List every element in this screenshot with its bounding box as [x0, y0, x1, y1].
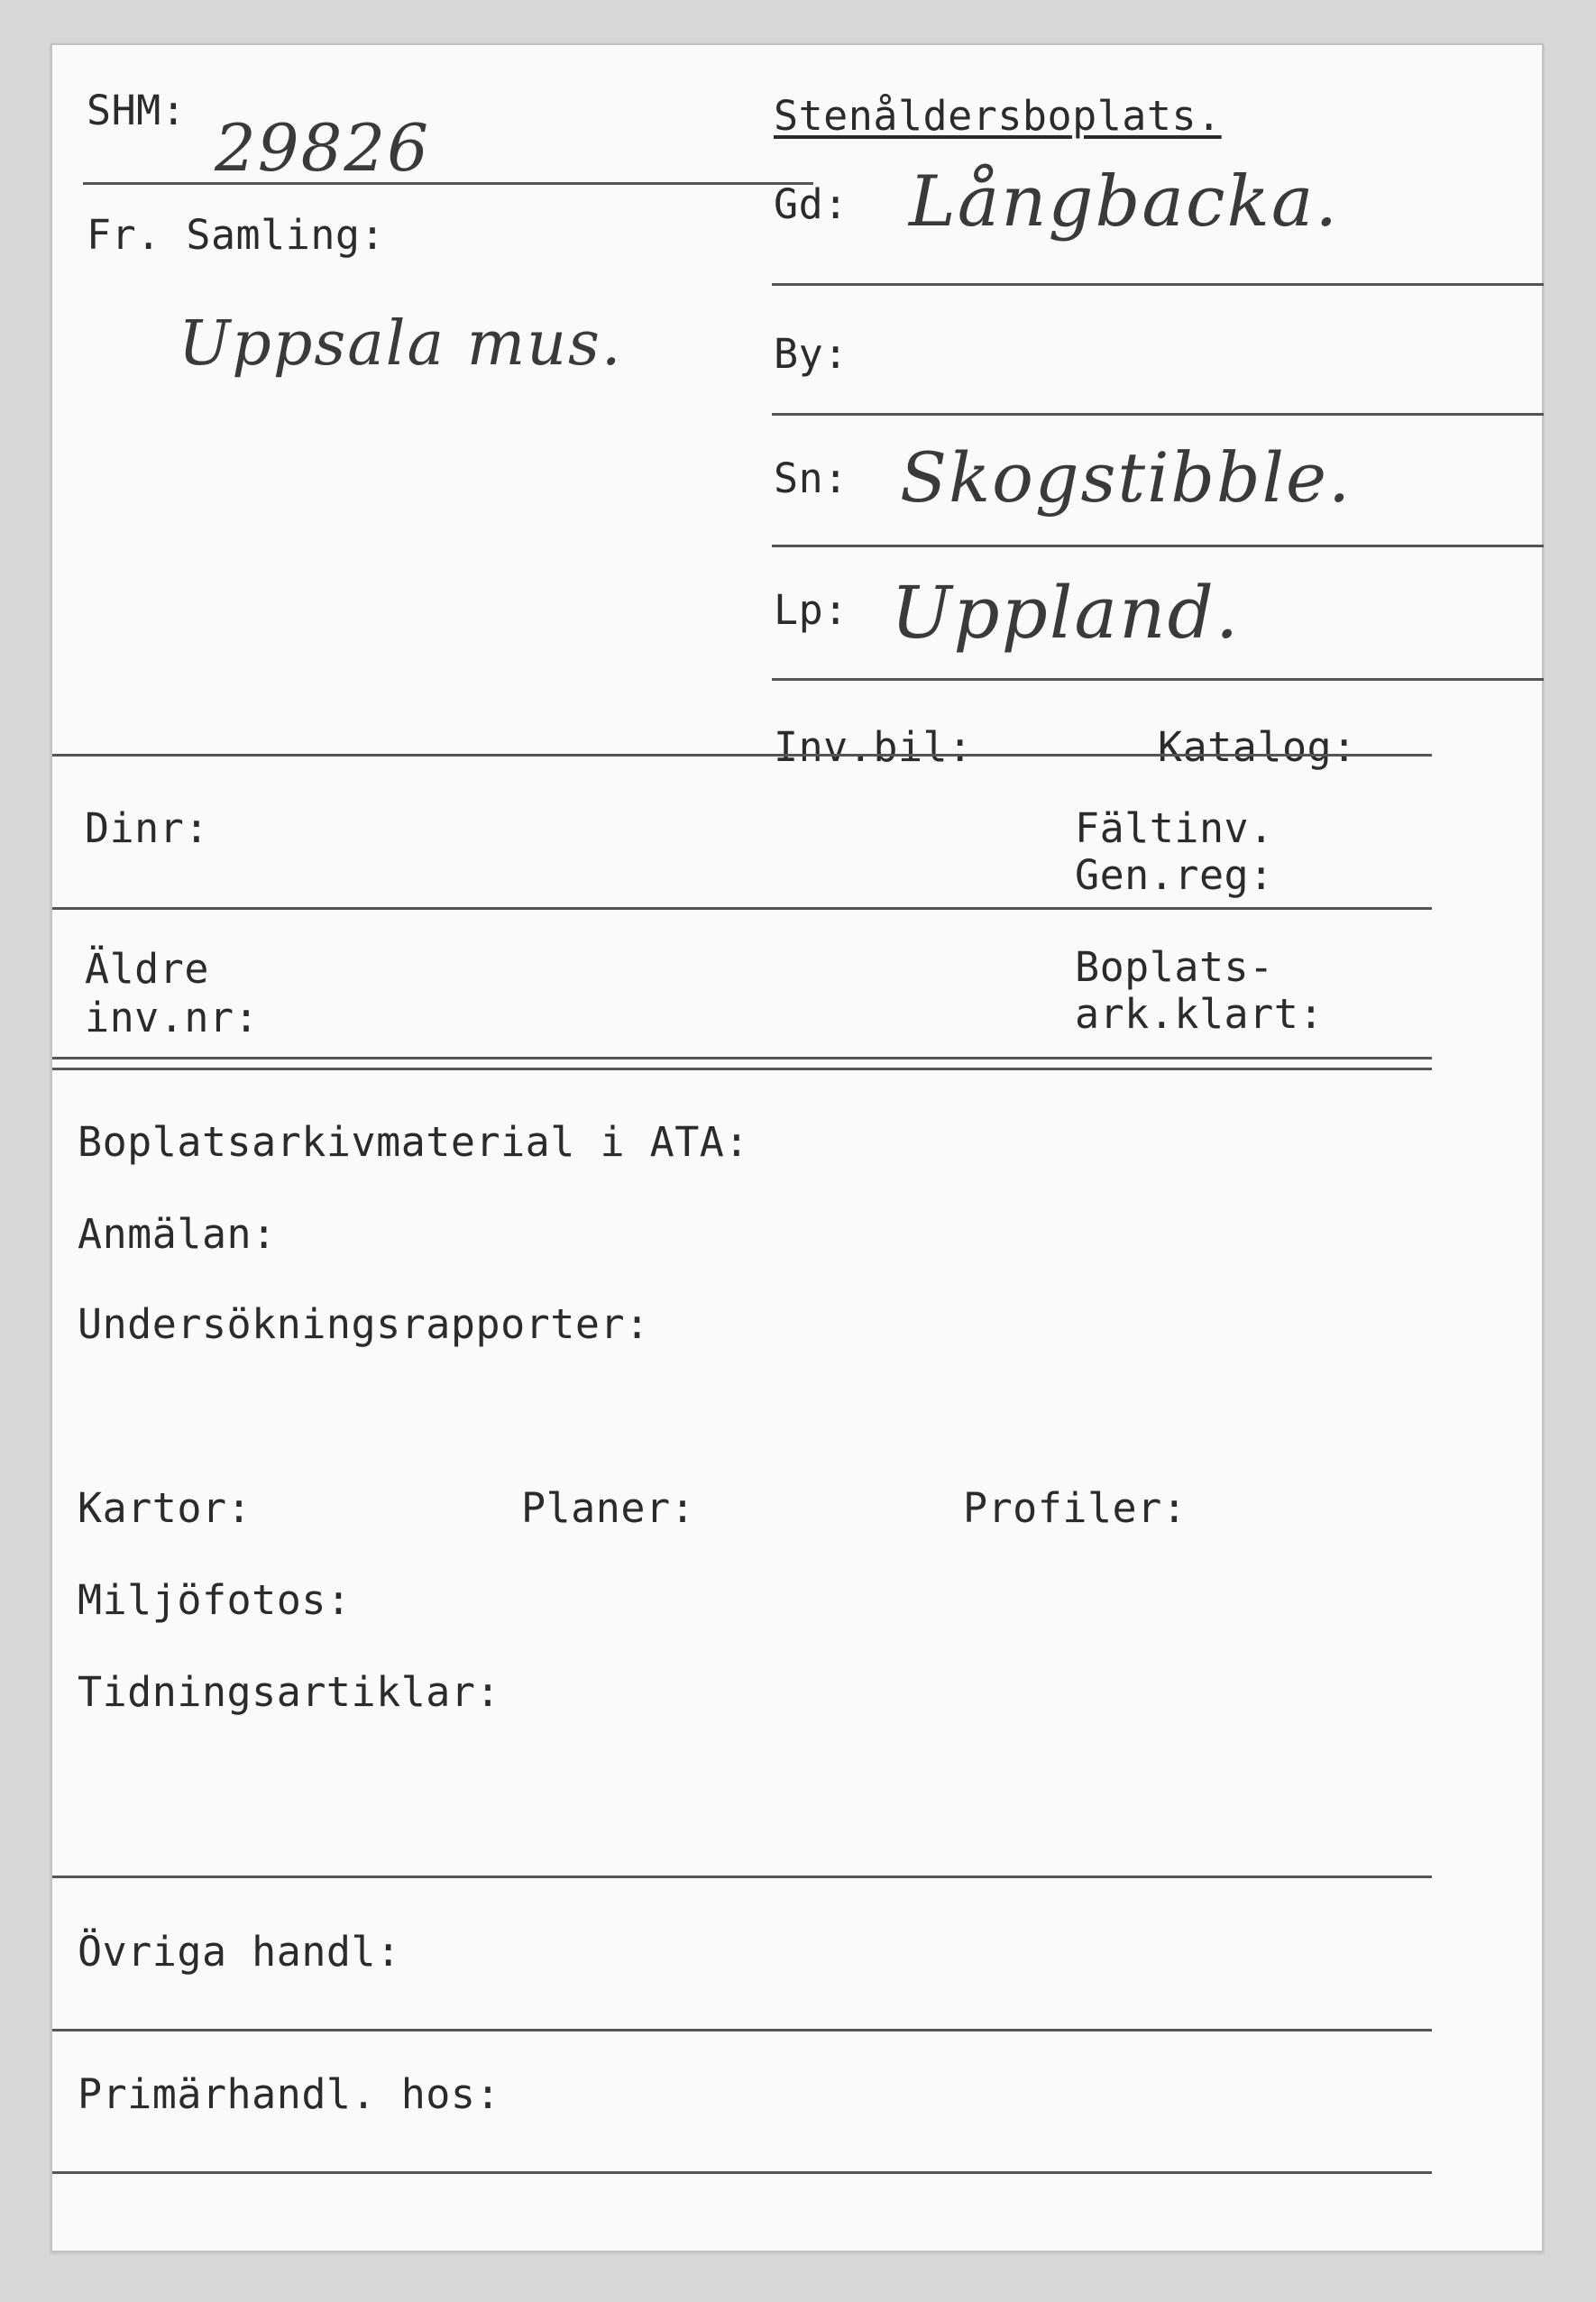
inv-nr-label: inv.nr: [85, 994, 260, 1041]
by-label: By: [774, 330, 848, 378]
lp-label: Lp: [774, 586, 848, 634]
gd-value: Långbacka. [909, 161, 1340, 243]
inv-bil-label: Inv.bil: [774, 723, 973, 771]
sn-line [772, 545, 1544, 547]
gd-line [772, 283, 1544, 286]
sn-label: Sn: [774, 454, 848, 502]
boplats-label: Boplats- [1075, 943, 1274, 991]
undersokning-label: Undersökningsrapporter: [78, 1300, 650, 1348]
fr-samling-label: Fr. Samling: [87, 211, 386, 259]
sn-value: Skogstibble. [900, 437, 1353, 518]
double-line-bottom [52, 1068, 1432, 1070]
profiler-label: Profiler: [963, 1484, 1188, 1532]
inv-line [52, 754, 1432, 757]
lp-value: Uppland. [891, 571, 1241, 655]
gen-reg-label: Gen.reg: [1075, 851, 1274, 899]
by-line [772, 413, 1544, 416]
fr-samling-value: Uppsala mus. [179, 308, 623, 380]
tidning-line [52, 1876, 1432, 1878]
katalog-label: Katalog: [1158, 723, 1357, 771]
primarhandl-line [52, 2171, 1432, 2174]
card-title: Stenåldersboplats. [774, 92, 1222, 140]
primarhandl-label: Primärhandl. hos: [78, 2070, 501, 2118]
lp-line [772, 678, 1544, 681]
faltinv-label: Fältinv. [1075, 804, 1274, 852]
aldre-label: Äldre [85, 945, 209, 993]
shm-underline [83, 182, 813, 185]
planer-label: Planer: [521, 1484, 696, 1532]
miljofotos-label: Miljöfotos: [78, 1576, 352, 1624]
tidningsartiklar-label: Tidningsartiklar: [78, 1668, 501, 1716]
boplatsarkiv-label: Boplatsarkivmaterial i ATA: [78, 1118, 749, 1166]
shm-label: SHM: [87, 87, 187, 134]
anmalan-label: Anmälan: [78, 1210, 277, 1258]
dinr-label: Dinr: [85, 804, 209, 852]
index-card [50, 43, 1544, 2252]
ovriga-label: Övriga handl: [78, 1928, 401, 1976]
ovriga-line [52, 2029, 1432, 2031]
dinr-line [52, 907, 1432, 910]
gd-label: Gd: [774, 180, 848, 228]
double-line-top [52, 1057, 1432, 1059]
kartor-label: Kartor: [78, 1484, 252, 1532]
ark-klart-label: ark.klart: [1075, 990, 1324, 1038]
shm-value: 29826 [215, 110, 431, 186]
